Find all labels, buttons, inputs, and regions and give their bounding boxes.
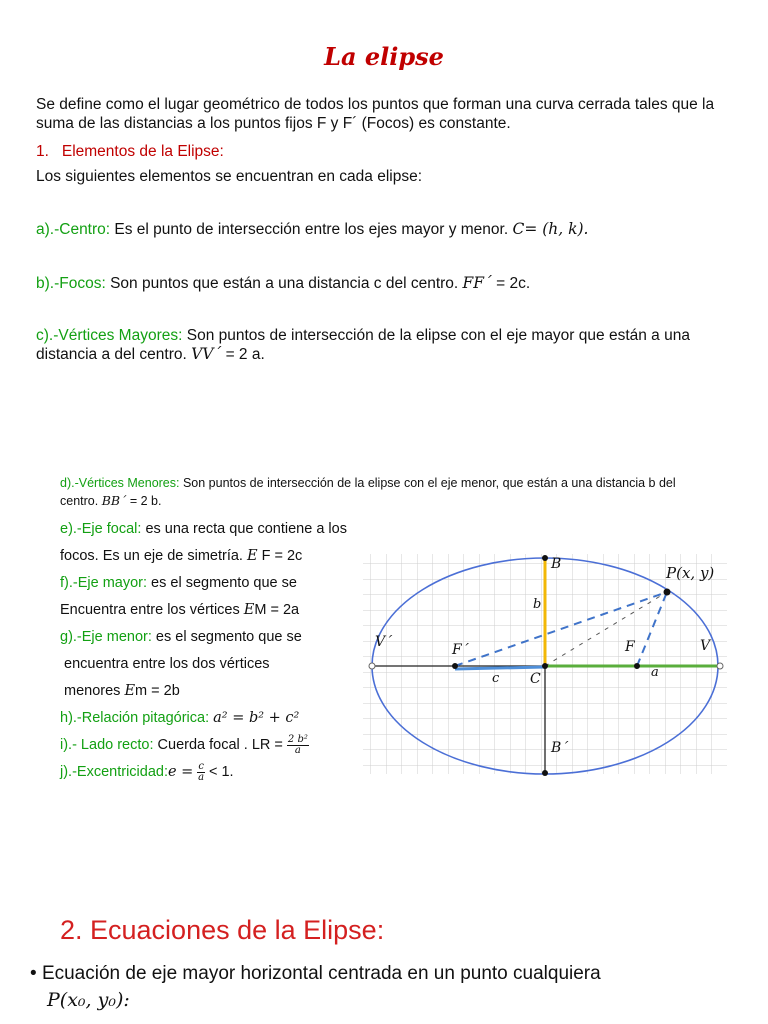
item-d [60,475,700,510]
bullet-dot: • [30,963,37,984]
item-f-text1: es el segmento que se [151,575,297,591]
label-c: C [530,671,541,687]
item-g-text3: menores [64,683,121,699]
item-e-label: e).-Eje focal: [60,521,142,537]
point-f [634,663,640,669]
item-i-label: i).- Lado recto: [60,737,154,753]
item-f-line2 [60,597,380,624]
lead-text: Los siguientes elementos se encuentran en cada elipse: [36,168,423,185]
label-p: P(x, y) [666,564,715,582]
item-e-text1: es una recta que contiene a los [145,521,347,537]
point-f2 [452,663,458,669]
item-d-text: Son puntos de intersección de la elipse con el eje menor, que están a una distancia b del centro. [60,476,676,508]
item-i-text: Cuerda focal . LR = [157,737,283,753]
label-v: V [700,638,711,654]
item-a-math: C= (h, k). [512,220,589,238]
label-f2: F´ [452,642,469,658]
item-j-line [60,759,380,786]
item-h-line [60,705,380,732]
item-c-math: VV´ [191,345,222,363]
item-g-math: E [124,683,136,699]
point-p [664,589,671,596]
section1-heading [36,142,224,161]
bullet-math: P(x₀, y₀): [47,989,130,1011]
item-a-label: a).-Centro: [36,221,111,238]
point-c [542,663,548,669]
point-v [717,663,723,669]
item-g-line3 [60,678,380,705]
item-h-label: h).-Relación pitagórica: [60,710,210,726]
item-e-text2: focos. Es un eje de simetría. [60,548,243,564]
focal-segment-c [455,667,545,669]
item-g-tail: m = 2b [135,683,180,699]
label-c-length: c [492,671,500,686]
intro-paragraph: Se define como el lugar geométrico de todos los puntos que forman una curva cerrada tales que la suma de las distancias a los puntos fijos F y F´ (Focos) es constante. [36,96,715,132]
item-e-line2 [60,543,380,570]
ellipse-diagram [355,548,735,780]
left-items [60,516,380,786]
section2-heading: 2. Ecuaciones de la Elipse: [60,915,385,945]
item-c-tail: = 2 a. [225,346,265,363]
item-g-text2: encuentra entre los dos vértices [64,656,270,672]
item-i-line [60,732,380,759]
item-i-fraction [287,735,309,756]
point-b2 [542,770,548,776]
label-a: a [651,665,659,680]
item-c [36,326,736,364]
item-c-text: Son puntos de intersección de la elipse con el eje mayor que están a una distancia a del centro. [36,327,690,363]
item-d-math: BB´ [101,493,127,508]
item-f-line1 [60,570,380,597]
item-j-denominator: a [198,771,205,783]
item-j-math: e = [167,764,194,780]
label-b2: B´ [551,740,569,756]
item-h-math: a² = b² + c² [213,710,300,726]
item-e-tail: F = 2c [261,548,303,564]
item-j-label: j).-Excentricidad: [60,764,168,780]
bullet-item [30,962,730,986]
item-i-denominator: a [294,744,301,756]
label-v2: V´ [375,634,393,650]
item-j-fraction [197,762,205,783]
bullet-text: Ecuación de eje mayor horizontal centrada en un punto cualquiera [41,963,601,984]
item-g-text1: es el segmento que se [155,629,302,645]
item-b-math: FF´ [462,274,492,292]
item-g-line2 [60,651,380,678]
section1-number: 1. [36,143,49,160]
item-d-tail: = 2 b. [129,494,162,508]
point-v2 [369,663,375,669]
item-f-math: E [243,602,255,618]
item-e-line1 [60,516,380,543]
item-c-label: c).-Vértices Mayores: [36,327,183,344]
label-b: B [551,556,562,572]
item-b-label: b).-Focos: [36,275,106,292]
item-b-text: Son puntos que están a una distancia c del centro. [110,275,459,292]
point-b [542,555,548,561]
item-g-line1 [60,624,380,651]
item-j-numerator: c [198,760,204,772]
label-f: F [625,639,635,655]
item-f-tail: M = 2a [254,602,300,618]
page-title: La elipse [324,42,444,71]
item-d-label: d).-Vértices Menores: [60,476,180,490]
item-b [36,274,746,293]
item-e-math: E [246,548,258,564]
item-b-tail: = 2c. [496,275,531,292]
item-f-text2: Encuentra entre los vértices [60,602,240,618]
item-a [36,220,746,239]
item-j-tail: < 1. [209,764,234,780]
item-i-numerator: 2 b² [287,733,308,745]
item-a-text: Es el punto de intersección entre los ejes mayor y menor. [114,221,509,238]
item-f-label: f).-Eje mayor: [60,575,148,591]
label-b-length: b [533,597,542,612]
section1-label: Elementos de la Elipse: [61,143,224,160]
item-g-label: g).-Eje menor: [60,629,152,645]
